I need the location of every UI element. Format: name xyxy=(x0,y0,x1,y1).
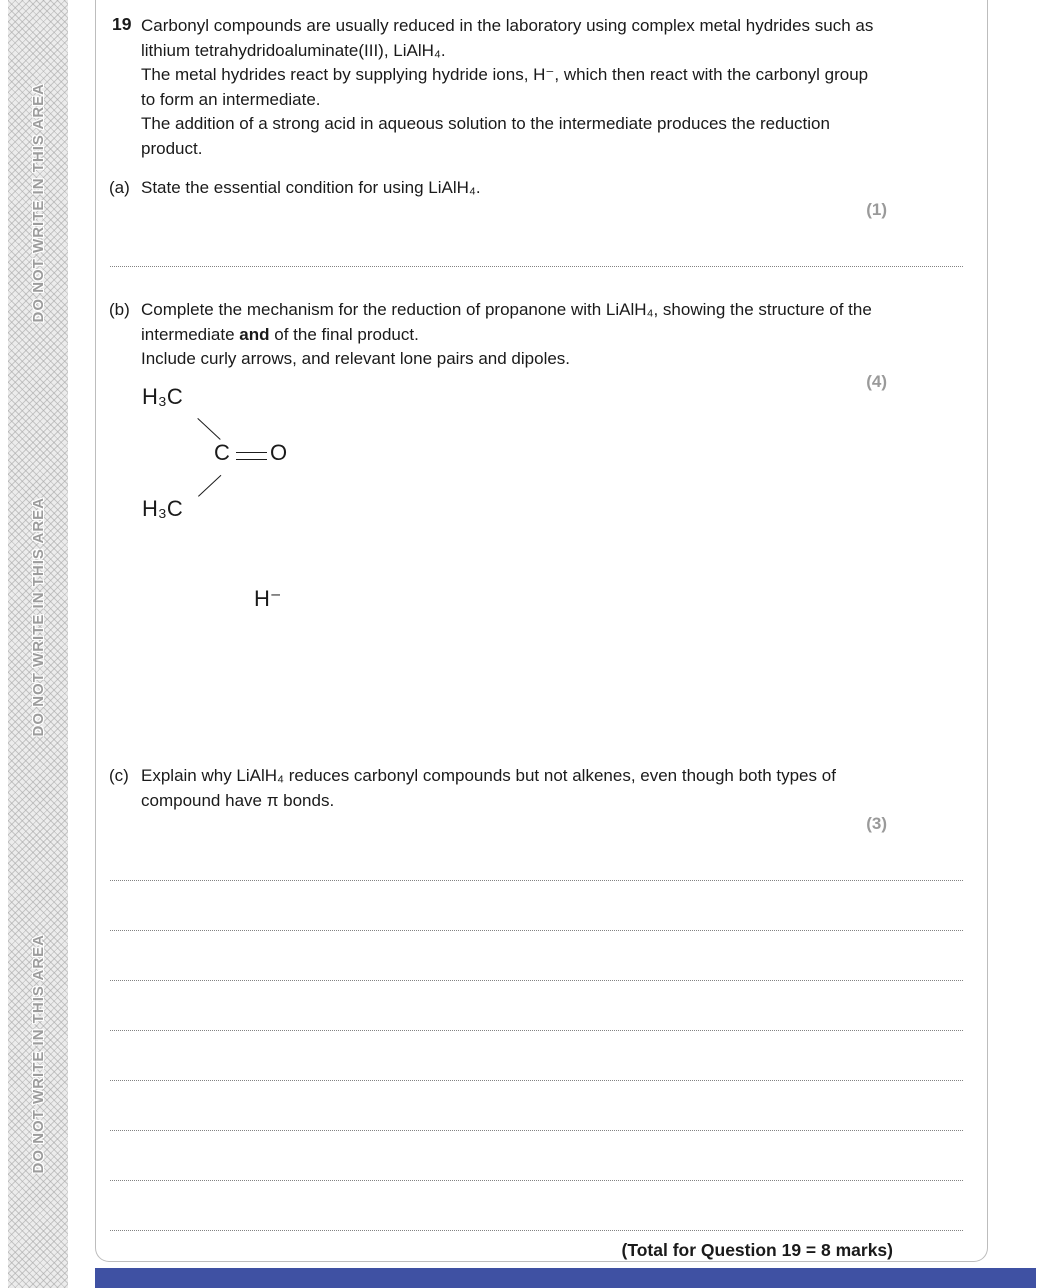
part-b-bold-word: and xyxy=(239,324,270,344)
intro-paragraph: The metal hydrides react by supplying hydride ions, H⁻, which then react with the carbonyl group to form an intermediate. xyxy=(141,65,869,109)
question-area xyxy=(95,0,988,1262)
do-not-write-label: DO NOT WRITE IN THIS AREA xyxy=(29,934,47,1174)
double-bond-line xyxy=(236,452,267,453)
answer-line xyxy=(110,1080,963,1081)
part-b xyxy=(109,298,883,372)
part-c-marks: (3) xyxy=(866,814,887,833)
oxygen-label: O xyxy=(270,440,288,465)
part-a-text: State the essential condition for using LiAlH₄. xyxy=(141,178,481,197)
propanone-structure xyxy=(142,384,382,544)
side-label xyxy=(8,920,68,1188)
answer-line xyxy=(110,980,963,981)
part-c-label: (c) xyxy=(109,766,129,785)
answer-line xyxy=(110,1180,963,1181)
part-a-label: (a) xyxy=(109,178,130,197)
answer-line xyxy=(110,266,963,267)
answer-line xyxy=(110,930,963,931)
methyl-bottom-label: H₃C xyxy=(142,496,183,521)
question-intro xyxy=(141,14,883,162)
footer-bar xyxy=(95,1268,1036,1288)
side-label xyxy=(8,486,68,748)
part-b-text-start: Complete the mechanism for the reduction of propanone with LiAlH₄, showing the structure of the intermediate xyxy=(141,300,872,344)
answer-line xyxy=(110,1130,963,1131)
part-b-label: (b) xyxy=(109,300,130,319)
bond-line xyxy=(198,475,221,497)
side-strip xyxy=(8,0,68,1288)
part-b-marks: (4) xyxy=(866,372,887,391)
bond-line xyxy=(197,418,220,440)
part-b-text xyxy=(141,298,883,347)
do-not-write-label: DO NOT WRITE IN THIS AREA xyxy=(29,83,47,323)
part-c-text: Explain why LiAlH₄ reduces carbonyl compounds but not alkenes, even though both types of compound have π bonds. xyxy=(141,766,836,810)
methyl-top-label: H₃C xyxy=(142,384,183,409)
intro-paragraph: The addition of a strong acid in aqueous solution to the intermediate produces the reduction product. xyxy=(141,114,830,158)
intro-paragraph: Carbonyl compounds are usually reduced in the laboratory using complex metal hydrides such as lithium tetrahydridoaluminate(III), LiAlH₄. xyxy=(141,16,874,60)
answer-line xyxy=(110,1230,963,1231)
part-a xyxy=(109,176,883,201)
part-b-instruction: Include curly arrows, and relevant lone pairs and dipoles. xyxy=(141,349,571,369)
question-number: 19 xyxy=(112,14,132,34)
side-label xyxy=(8,70,68,336)
part-a-marks: (1) xyxy=(866,200,887,219)
part-c xyxy=(109,764,883,813)
double-bond-line xyxy=(236,459,267,460)
part-b-text-end: of the final product. xyxy=(269,324,419,344)
total-marks-line: (Total for Question 19 = 8 marks) xyxy=(621,1240,893,1260)
answer-line xyxy=(110,880,963,881)
answer-line xyxy=(110,1030,963,1031)
carbonyl-carbon-label: C xyxy=(214,440,230,465)
hydride-ion-label: H⁻ xyxy=(254,586,282,611)
do-not-write-label: DO NOT WRITE IN THIS AREA xyxy=(29,497,47,737)
